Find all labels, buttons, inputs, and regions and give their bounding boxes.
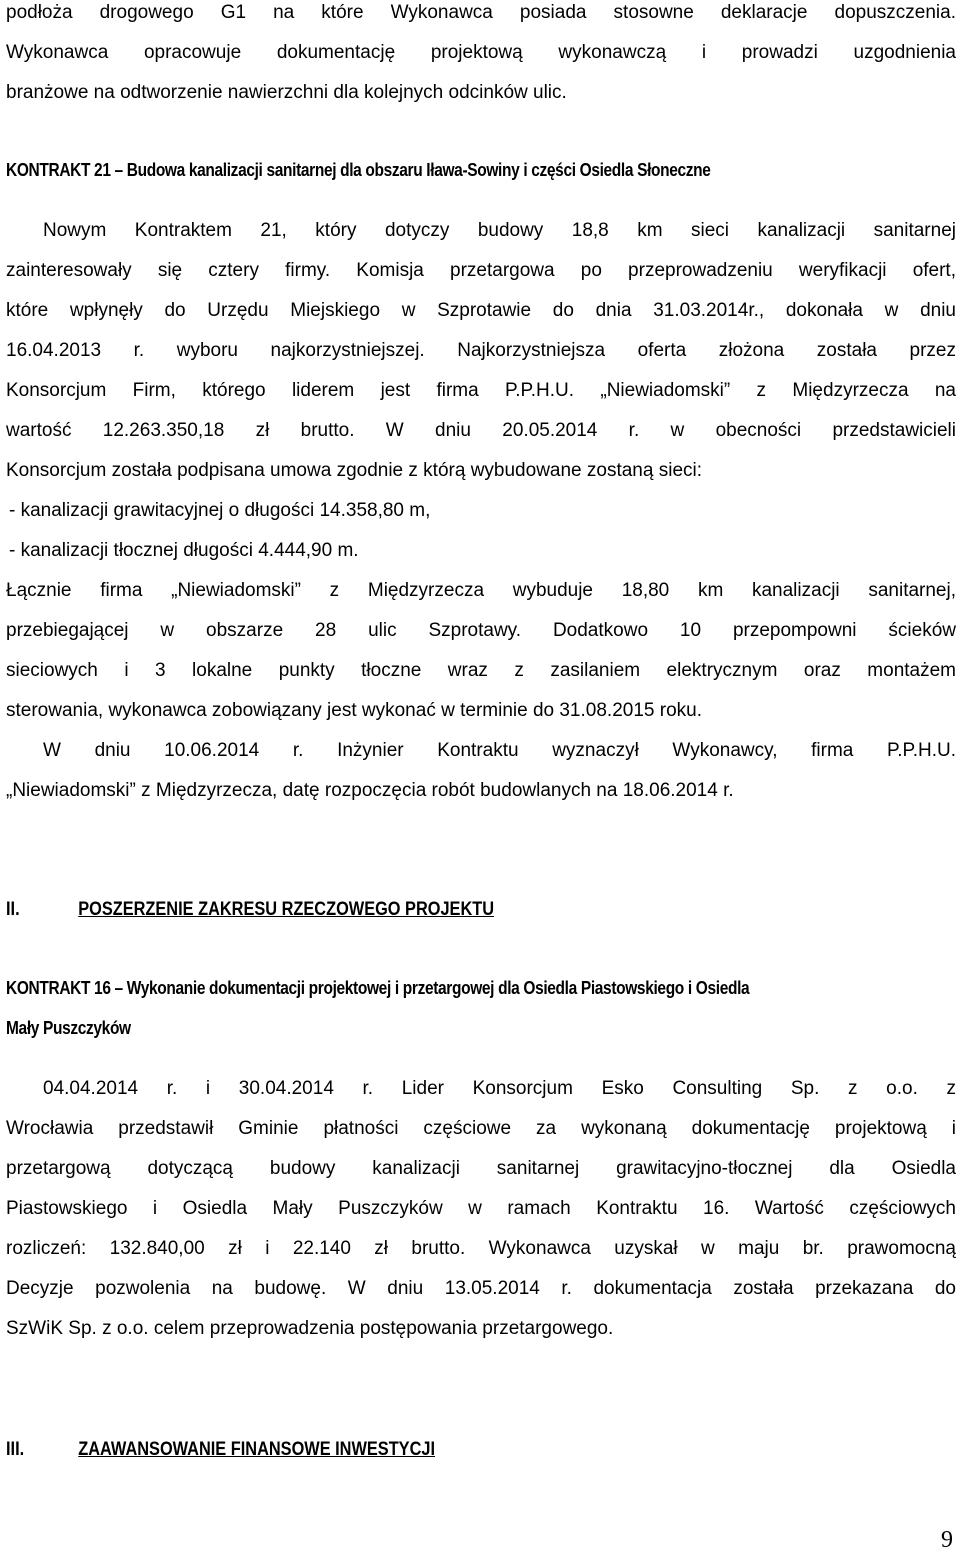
kontrakt-16-paragraph: [6, 1069, 956, 1349]
section-label: POSZERZENIE ZAKRESU RZECZOWEGO PROJEKTU: [78, 899, 495, 920]
text-line: rozliczeń: 132.840,00 zł i 22.140 zł brutto. Wykonawca uzyskał w maju br. prawomocną: [6, 1238, 956, 1259]
text-line: SzWiK Sp. z o.o. celem przeprowadzenia postępowania przetargowego.: [6, 1318, 614, 1339]
text-line: sieciowych i 3 lokalne punkty tłoczne wraz z zasilaniem elektrycznym oraz montażem: [6, 660, 956, 681]
text-line: Nowym Kontraktem 21, który dotyczy budowy 18,8 km sieci kanalizacji sanitarnej: [43, 220, 956, 241]
kontrakt-16-heading: [6, 968, 956, 1048]
text-line: branżowe na odtworzenie nawierzchni dla kolejnych odcinków ulic.: [6, 82, 567, 103]
text-line: Konsorcjum została podpisana umowa zgodnie z którą wybudowane zostaną sieci:: [6, 460, 703, 481]
section-label: ZAAWANSOWANIE FINANSOWE INWESTYCJI: [78, 1439, 436, 1460]
text-line: „Niewiadomski” z Międzyrzecza, datę rozpoczęcia robót budowlanych na 18.06.2014 r.: [6, 780, 734, 801]
text-line: zainteresowały się cztery firmy. Komisja przetargowa po przeprowadzeniu weryfikacji ofert,: [6, 260, 956, 281]
intro-paragraph: [6, 0, 956, 113]
section-2-title: [6, 896, 494, 924]
text-line: przebiegającej w obszarze 28 ulic Szprotawy. Dodatkowo 10 przepompowni ścieków: [6, 620, 956, 641]
kontrakt-21-paragraph: [6, 211, 956, 811]
text-line: które wpłynęły do Urzędu Miejskiego w Szprotawie do dnia 31.03.2014r., dokonała w dniu: [6, 300, 956, 321]
heading-line: KONTRAKT 16 – Wykonanie dokumentacji projektowej i przetargowej dla Osiedla Piastowskiego i Osiedla: [6, 978, 750, 998]
text-line: 04.04.2014 r. i 30.04.2014 r. Lider Konsorcjum Esko Consulting Sp. z o.o. z: [43, 1078, 956, 1099]
text-line: Konsorcjum Firm, którego liderem jest firma P.P.H.U. „Niewiadomski” z Międzyrzecza na: [6, 380, 956, 401]
section-number: II.: [6, 899, 20, 920]
text-line: przetargową dotyczącą budowy kanalizacji sanitarnej grawitacyjno-tłocznej dla Osiedla: [6, 1158, 956, 1179]
text-line: Piastowskiego i Osiedla Mały Puszczyków w ramach Kontraktu 16. Wartość częściowych: [6, 1198, 956, 1219]
text-line: wartość 12.263.350,18 zł brutto. W dniu 20.05.2014 r. w obecności przedstawicieli: [6, 420, 956, 441]
text-line: Decyzje pozwolenia na budowę. W dniu 13.05.2014 r. dokumentacja została przekazana do: [6, 1278, 956, 1299]
text-line: Wrocławia przedstawił Gminie płatności częściowe za wykonaną dokumentację projektową i: [6, 1118, 956, 1139]
list-item: - kanalizacji tłocznej długości 4.444,90 m.: [9, 540, 359, 561]
page-number: 9: [941, 1527, 953, 1553]
section-3-title: [6, 1436, 435, 1464]
text-line: Łącznie firma „Niewiadomski” z Międzyrzecza wybuduje 18,80 km kanalizacji sanitarnej,: [6, 580, 956, 601]
section-number: III.: [6, 1439, 25, 1460]
text-line: Wykonawca opracowuje dokumentację projektową wykonawczą i prowadzi uzgodnienia: [6, 42, 956, 63]
kontrakt-21-heading: KONTRAKT 21 – Budowa kanalizacji sanitarnej dla obszaru Iława-Sowiny i części Osiedla Słoneczne: [6, 160, 711, 180]
text-line: W dniu 10.06.2014 r. Inżynier Kontraktu wyznaczył Wykonawcy, firma P.P.H.U.: [43, 740, 956, 761]
text-line: podłoża drogowego G1 na które Wykonawca posiada stosowne deklaracje dopuszczenia.: [6, 2, 956, 23]
list-item: - kanalizacji grawitacyjnej o długości 14.358,80 m,: [9, 500, 431, 521]
heading-line: Mały Puszczyków: [6, 1018, 131, 1038]
text-line: 16.04.2013 r. wyboru najkorzystniejszej. Najkorzystniejsza oferta złożona została przez: [6, 340, 956, 361]
text-line: sterowania, wykonawca zobowiązany jest wykonać w terminie do 31.08.2015 roku.: [6, 700, 702, 721]
